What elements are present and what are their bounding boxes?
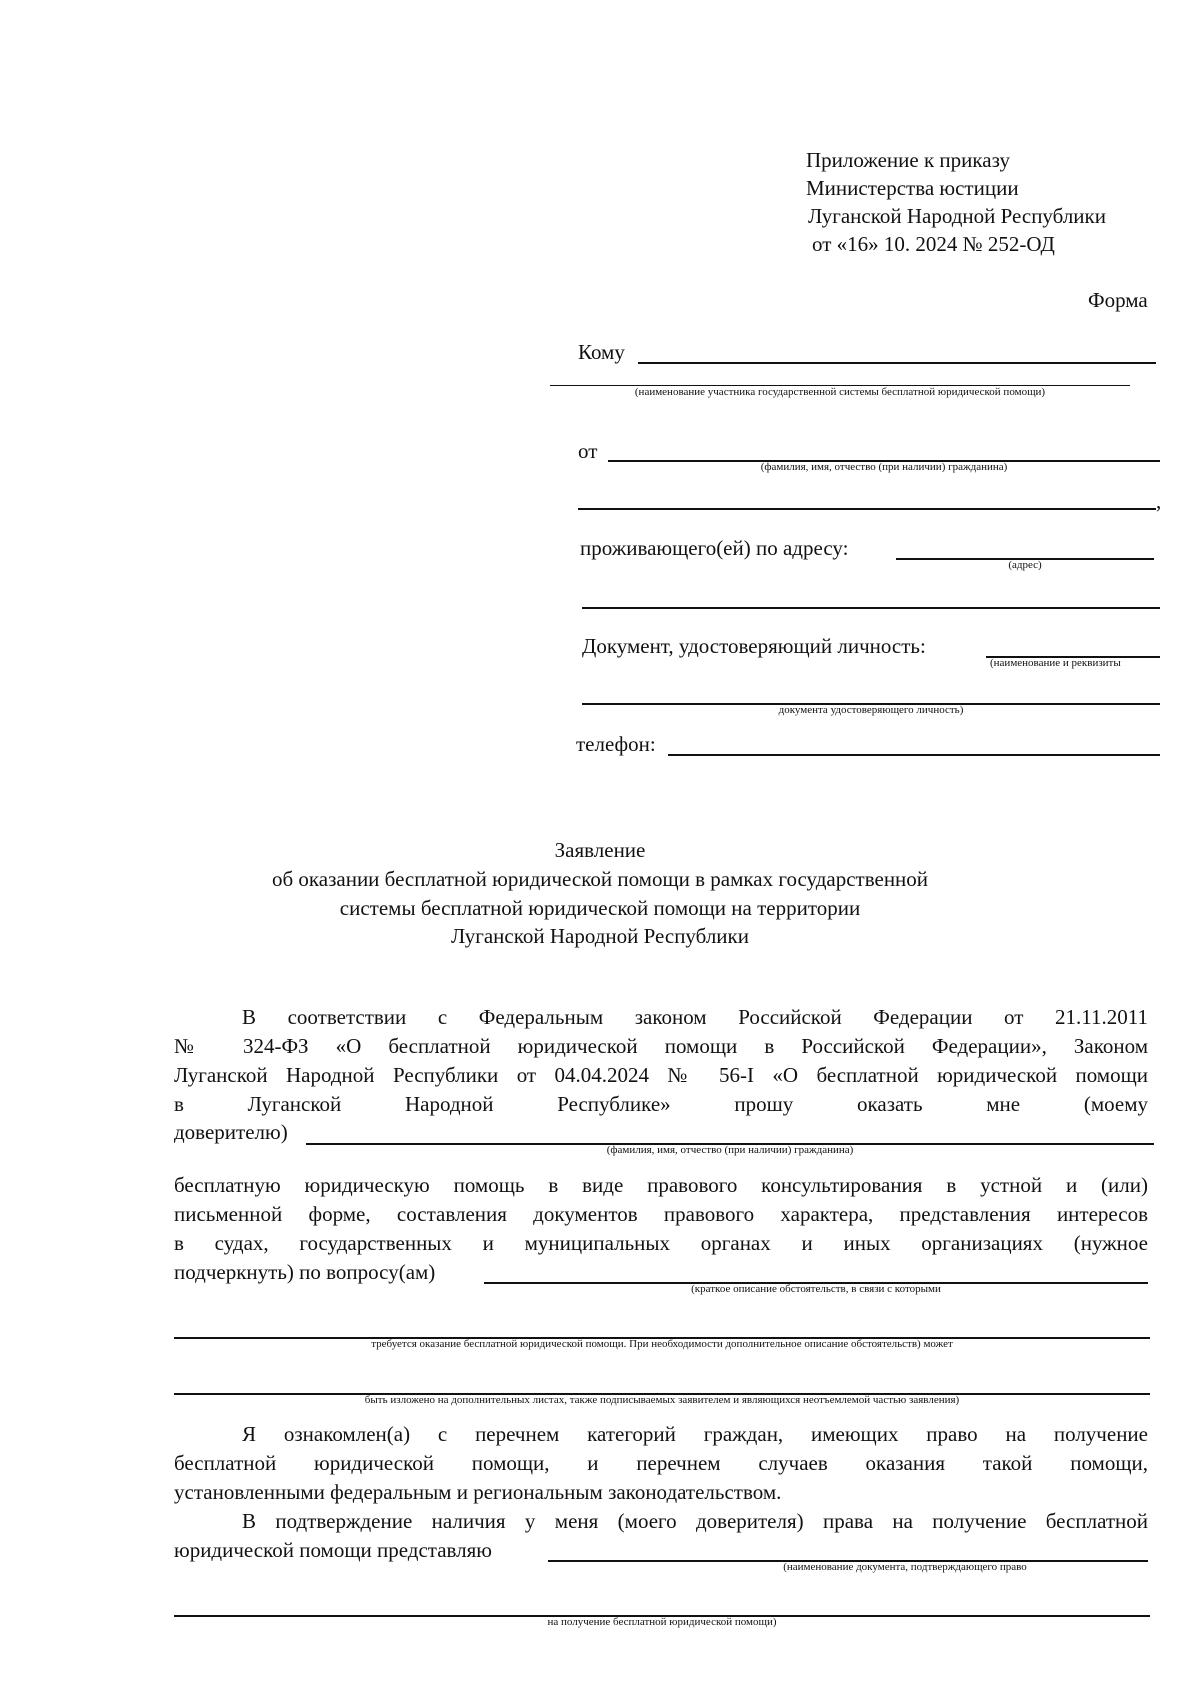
issue-caption-1: (краткое описание обстоятельств, в связи с которыми — [691, 1283, 941, 1295]
issue-caption-3: быть изложено на дополнительных листах, также подписываемых заявителем и являющихся неотъемлемой частью заявления) — [364, 1394, 960, 1406]
address-field-line-2[interactable] — [582, 607, 1160, 609]
address-label: проживающего(ей) по адресу: — [580, 536, 849, 560]
to-caption: (наименование участника государственной системы бесплатной юридической помощи) — [634, 386, 1046, 398]
paragraph-1-line-4: в Луганской Народной Республике» прошу оказать мне (моему — [174, 1092, 1148, 1116]
paragraph-1-line-5: доверителю) — [174, 1120, 288, 1144]
issue-caption-2: требуется оказание бесплатной юридической помощи. При необходимости дополнительное описание обстоятельств) может — [371, 1338, 953, 1350]
proof-caption-2: на получение бесплатной юридической помощи) — [547, 1616, 777, 1628]
paragraph-2-line-1: бесплатную юридическую помощь в виде правового консультирования в устной и (или) — [174, 1173, 1148, 1197]
paragraph-4-line-2: юридической помощи представляю — [174, 1538, 492, 1562]
id-doc-caption-2: документа удостоверяющего личность) — [778, 704, 964, 716]
header-line-4: от «16» 10. 2024 № 252-ОД — [812, 232, 1055, 256]
paragraph-3-line-2: бесплатной юридической помощи, и перечнем случаев оказания такой помощи, — [174, 1451, 1148, 1475]
from-caption: (фамилия, имя, отчество (при наличии) гражданина) — [760, 461, 1008, 473]
paragraph-1-line-2: № 324-ФЗ «О бесплатной юридической помощи в Российской Федерации», Законом — [174, 1034, 1148, 1058]
paragraph-2-line-4: подчеркнуть) по вопросу(ам) — [174, 1260, 436, 1284]
to-field-line[interactable] — [638, 362, 1156, 364]
address-caption: (адрес) — [1008, 559, 1042, 571]
paragraph-1-line-1: В соответствии с Федеральным законом Российской Федерации от 21.11.2011 — [242, 1005, 1148, 1029]
paragraph-2-line-3: в судах, государственных и муниципальных органах и иных организациях (нужное — [174, 1231, 1148, 1255]
header-line-2: Министерства юстиции — [806, 176, 1019, 200]
header-line-1: Приложение к приказу — [806, 148, 1010, 172]
form-label: Форма — [1088, 288, 1148, 312]
proof-caption-1: (наименование документа, подтверждающего право — [783, 1561, 1027, 1573]
paragraph-3-line-3: установленными федеральным и региональным законодательством. — [174, 1480, 782, 1504]
paragraph-1-line-3: Луганской Народной Республики от 04.04.2024 № 56-I «О бесплатной юридической помощи — [174, 1063, 1148, 1087]
id-doc-label: Документ, удостоверяющий личность: — [582, 634, 926, 658]
paragraph-4-line-1: В подтверждение наличия у меня (моего доверителя) права на получение бесплатной — [242, 1509, 1148, 1533]
phone-field-line[interactable] — [668, 754, 1160, 756]
title-line-1: Заявление — [554, 838, 646, 862]
paragraph-3-line-1: Я ознакомлен(а) с перечнем категорий граждан, имеющих право на получение — [242, 1422, 1148, 1446]
title-line-2: об оказании бесплатной юридической помощи в рамках государственной — [271, 867, 929, 891]
from-label: от — [578, 439, 598, 463]
trustee-caption: (фамилия, имя, отчество (при наличии) гражданина) — [606, 1144, 854, 1156]
from-field-line-2[interactable] — [578, 508, 1156, 510]
phone-label: телефон: — [576, 732, 656, 756]
paragraph-2-line-2: письменной форме, составления документов правового характера, представления интересов — [174, 1202, 1148, 1226]
to-label: Кому — [578, 340, 625, 364]
title-line-3: системы бесплатной юридической помощи на территории — [339, 896, 861, 920]
title-line-4: Луганской Народной Республики — [451, 924, 749, 948]
id-doc-caption-1: (наименование и реквизиты — [990, 657, 1121, 669]
comma: , — [1156, 489, 1162, 513]
header-line-3: Луганской Народной Республики — [808, 204, 1106, 228]
